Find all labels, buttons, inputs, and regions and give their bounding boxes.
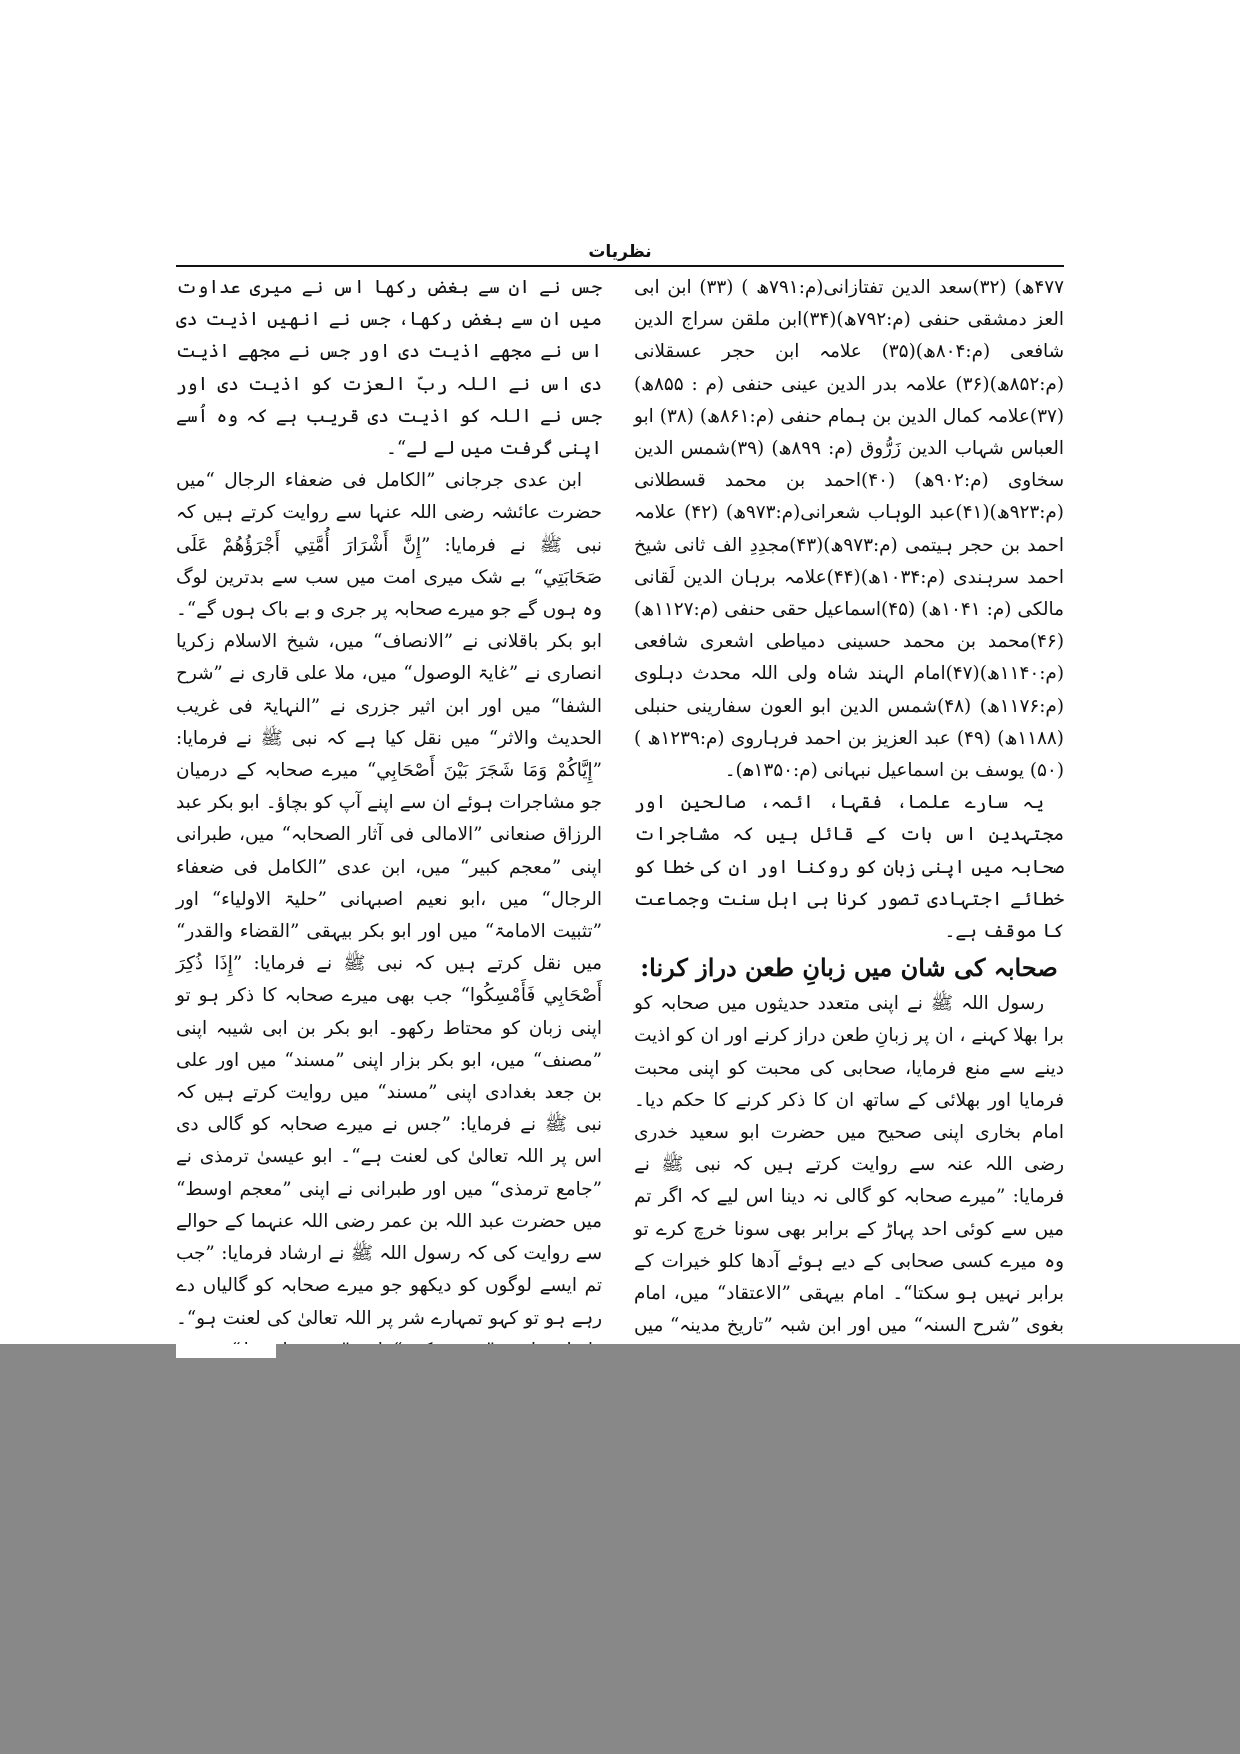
hadith-paragraph: رسول اللہ ﷺ نے اپنی متعدد حدیثوں میں صحابہ کو برا بھلا کہنے ، ان پر زبانِ طعن دراز کرنے اور ان کو اذیت دینے سے منع فرمایا، صحابی کی محبت کو اپنی محبت فرمایا اور بھلائی کے ساتھ ان کا ذکر کرنے کا حکم دیا۔ امام بخاری اپنی صحیح میں حضرت ابو سعید خدری رضی اللہ عنہ سے روایت کرتے ہیں کہ نبی ﷺ نے فرمایا: ”میرے صحابہ کو گالی نہ دینا اس لیے کہ اگر تم میں سے کوئی احد پہاڑ کے برابر بھی سونا خرچ کرے تو وہ میرے کسی صحابی کے دیے ہوئے آدھا کلو خیرات کے برابر نہیں ہو سکتا“۔ امام بیہقی ”الاعتقاد“ میں، امام بغوی ”شرح السنہ“ میں اور ابن شبہ ”تاریخ مدینہ“ میں (634, 993, 1064, 1337)
section-heading: صحابہ کی شان میں زبانِ طعن دراز کرنا: (640, 953, 1058, 983)
consensus-paragraph: یہ سارے علما، فقہا، ائمہ، صالحین اور مجتہدین اس بات کے قائل ہیں کہ مشاجرات صحابہ میں اپنی زبان کو روکنا اور ان کی خطا کو خطائے اجتہادی تصور کرنا ہی اہل سنت وجماعت کا موقف ہے۔ (634, 792, 1064, 943)
left-column (176, 272, 602, 1496)
gray-occluding-block (0, 1344, 1240, 1754)
white-strip (176, 1344, 276, 1358)
continuation-paragraph: جس نے ان سے بغض رکھا اس نے میری عداوت میں ان سے بغض رکھا، جس نے انھیں اذیت دی اس نے مجھے اذیت دی اور جس نے مجھے اذیت دی اس نے اللہ ربّ العزت کو اذیت دی اور جس نے اللہ کو اذیت دی قریب ہے کہ وہ اُسے اپنی گرفت میں لے لے“۔ (176, 277, 602, 460)
scholars-list-paragraph: ۴۷۷ھ) (۳۲)سعد الدین تفتازانی(م:۷۹۱ھ ) (۳۳) ابن ابی العز دمشقی حنفی (م:۷۹۲ھ)(۳۴)ابن ملقن سراج الدین شافعی (م:۸۰۴ھ)(۳۵) علامہ ابن حجر عسقلانی (م:۸۵۲ھ)(۳۶) علامہ بدر الدین عینی حنفی (م : ۸۵۵ھ)(۳۷)علامہ کمال الدین بن ہمام حنفی (م:۸۶۱ھ) (۳۸) ابو العباس شہاب الدین زَرُّوق (م: ۸۹۹ھ) (۳۹)شمس الدین سخاوی (م:۹۰۲ھ) (۴۰)احمد بن محمد قسطلانی (م:۹۲۳ھ)(۴۱)عبد الوہاب شعرانی(م:۹۷۳ھ) (۴۲) علامہ احمد بن حجر ہیتمی (م:۹۷۳ھ)(۴۳)مجدِدِ الف ثانی شیخ احمد سرہندی (م:۱۰۳۴ھ)(۴۴)علامہ برہان الدین لَقانی مالکی (م: ۱۰۴۱ھ) (۴۵)اسماعیل حقی حنفی (م:۱۱۲۷ھ) (۴۶)محمد بن محمد حسینی دمیاطی اشعری شافعی (م:۱۱۴۰ھ)(۴۷)امام الہند شاہ ولی اللہ محدث دہلوی (م:۱۱۷۶ھ) (۴۸)شمس الدین ابو العون سفارینی حنبلی (۱۱۸۸ھ) (۴۹) عبد العزیز بن احمد فرہاروی (م:۱۲۳۹ھ ) (۵۰) یوسف بن اسماعیل نبہانی (م:۱۳۵۰ھ)۔ (634, 277, 1065, 782)
header-rule (176, 265, 1064, 267)
running-title: نظریات (588, 242, 652, 262)
narrations-paragraph: ابن عدی جرجانی ”الکامل فی ضعفاء الرجال “میں حضرت عائشہ رضی اللہ عنہا سے روایت کرتے ہیں کہ نبی ﷺ نے فرمایا: ”إِنَّ أَشْرَارَ أُمَّتِي أَجْرَؤُهُمْ عَلَى صَحَابَتِي“ بے شک میری امت میں سب سے بدترین لوگ وہ ہوں گے جو میرے صحابہ پر جری و بے باک ہوں گے“۔ ابو بکر باقلانی نے ”الانصاف“ میں، شیخ الاسلام زکریا انصاری نے ”غایۃ الوصول“ میں، ملا علی قاری نے ”شرح الشفا“ میں اور ابن اثیر جزری نے ”النہایۃ فی غریب الحدیث والاثر“ میں نقل کیا ہے کہ نبی ﷺ نے فرمایا: ”إِيَّاكُمْ وَمَا شَجَرَ بَيْنَ أَصْحَابِي“ میرے صحابہ کے درمیان جو مشاجرات ہوئے ان سے اپنے آپ کو بچاؤ۔ ابو بکر عبد الرزاق صنعانی ”الامالی فی آثار الصحابہ“ میں، طبرانی اپنی ”معجم کبیر“ میں، ابن عدی ”الکامل فی ضعفاء الرجال“ میں ،ابو نعیم اصبہانی ”حلیۃ الاولیاء“ اور ”تثبیت الامامۃ“ میں اور ابو بکر بیہقی ”القضاء والقدر“ میں نقل کرتے ہیں کہ نبی ﷺ نے فرمایا: ”إِذَا ذُكِرَ أَصْحَابِي فَأَمْسِكُوا“ جب بھی میرے صحابہ کا ذکر ہو تو اپنی زبان کو محتاط رکھو۔ ابو بکر بن ابی شیبہ اپنی ”مصنف“ میں، ابو بکر بزار اپنی ”مسند“ میں اور علی بن جعد بغدادی اپنی ”مسند“ میں روایت کرتے ہیں کہ نبی ﷺ نے فرمایا: ”جس نے میرے صحابہ کو گالی دی اس پر اللہ تعالیٰ کی لعنت ہے“۔ ابو عیسیٰ ترمذی نے ”جامع ترمذی“ میں اور طبرانی نے اپنی ”معجم اوسط“ میں حضرت عبد اللہ بن عمر رضی اللہ عنہما کے حوالے سے روایت کی کہ رسول اللہ ﷺ نے ارشاد فرمایا: ”جب تم ایسے لوگوں کو دیکھو جو میرے صحابہ کو گالیاں دے رہے ہو تو کہو تمہارے شر پر اللہ تعالیٰ کی لعنت ہو“۔ (176, 470, 602, 1329)
right-column (634, 272, 1064, 1504)
